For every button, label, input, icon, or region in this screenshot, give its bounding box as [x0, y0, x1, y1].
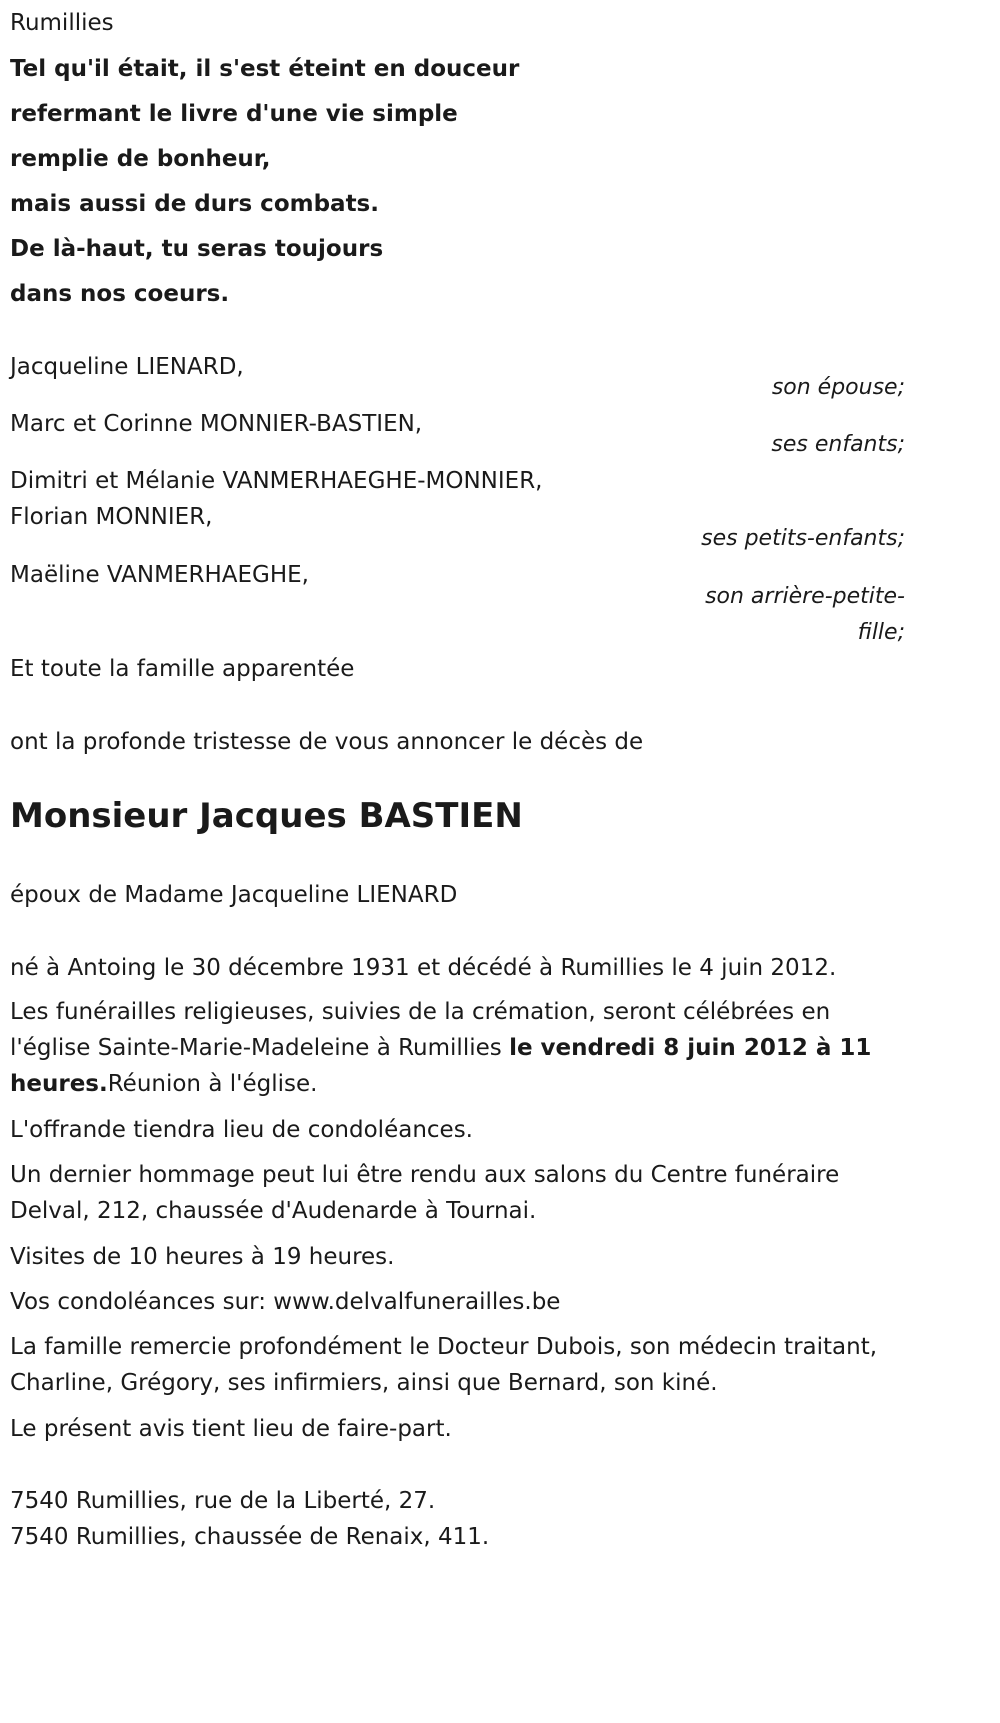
address: 7540 Rumillies, rue de la Liberté, 27. [10, 1488, 436, 1514]
spouse-role: son épouse; [771, 375, 905, 400]
grandchildren-name: Florian MONNIER, [10, 504, 213, 530]
poem-line: refermant le livre d'une vie simple [10, 101, 458, 127]
funeral-meeting: Réunion à l'église. [107, 1071, 318, 1097]
tribute: Un dernier hommage peut lui être rendu aux salons du Centre funéraire Delval, 212, chaussée d'Audenarde à Tournai. [10, 1162, 840, 1224]
offering: L'offrande tiendra lieu de condoléances. [10, 1117, 473, 1143]
condolences: Vos condoléances sur: www.delvalfunerailles.be [10, 1289, 561, 1315]
children-role: ses enfants; [771, 432, 905, 457]
great-grandchild-role: fille; [857, 620, 905, 645]
funeral-text: Les funérailles religieuses, suivies de la crémation, seront célébrées en l'église Sainte-Marie-Madeleine à Rumillies [10, 999, 831, 1061]
poem-line: mais aussi de durs combats. [10, 191, 379, 217]
great-grandchild-role: son arrière-petite- [705, 584, 905, 609]
funeral-details [10, 994, 905, 1102]
poem-line: Tel qu'il était, il s'est éteint en douceur [10, 56, 520, 82]
birth-death: né à Antoing le 30 décembre 1931 et décédé à Rumillies le 4 juin 2012. [10, 955, 837, 981]
funeral-date: le vendredi 8 juin 2012 à 11 heures. [10, 1035, 872, 1097]
poem-line: dans nos coeurs. [10, 281, 230, 307]
spouse-name: Jacqueline LIENARD, [10, 354, 244, 380]
grandchildren-name: Dimitri et Mélanie VANMERHAEGHE-MONNIER, [10, 468, 543, 494]
spouse-line: époux de Madame Jacqueline LIENARD [10, 882, 458, 908]
location-header: Rumillies [10, 10, 114, 36]
poem-line: De là-haut, tu seras toujours [10, 236, 384, 262]
poem-line: remplie de bonheur, [10, 146, 271, 172]
deceased-name: Monsieur Jacques BASTIEN [10, 796, 523, 836]
extended-family: Et toute la famille apparentée [10, 656, 355, 682]
announcement: ont la profonde tristesse de vous annoncer le décès de [10, 729, 644, 755]
address: 7540 Rumillies, chaussée de Renaix, 411. [10, 1524, 490, 1550]
notice: Le présent avis tient lieu de faire-part. [10, 1416, 452, 1442]
visits: Visites de 10 heures à 19 heures. [10, 1244, 395, 1270]
grandchildren-role: ses petits-enfants; [701, 526, 905, 551]
thanks: La famille remercie profondément le Docteur Dubois, son médecin traitant, Charline, Grégory, ses infirmiers, ainsi que Bernard, son kiné. [10, 1334, 878, 1396]
children-name: Marc et Corinne MONNIER-BASTIEN, [10, 411, 423, 437]
great-grandchild-name: Maëline VANMERHAEGHE, [10, 562, 309, 588]
